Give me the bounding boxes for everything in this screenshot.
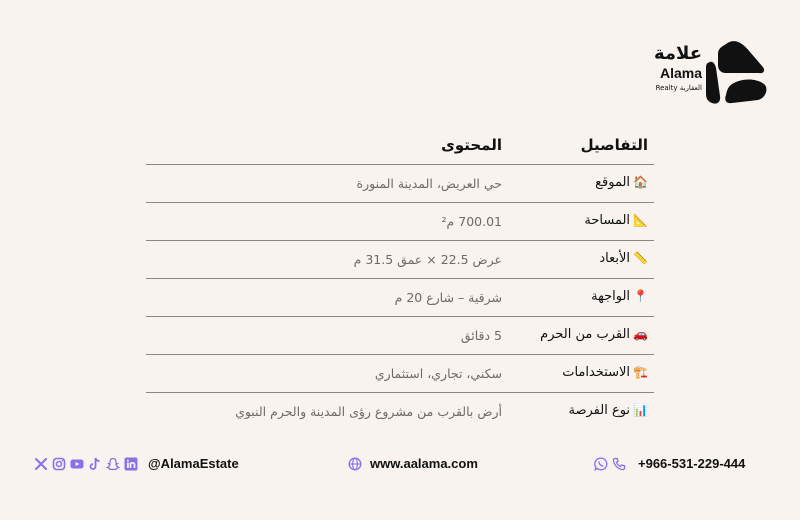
phone-contact[interactable] (594, 456, 745, 471)
row-label (584, 213, 648, 228)
table-header (146, 130, 654, 165)
whatsapp-icon[interactable] (594, 457, 608, 471)
brand-name-en: Alama (659, 65, 702, 81)
row-value: أرض بالقرب من مشروع رؤى المدينة والحرم النبوي (235, 404, 502, 419)
phone-icon[interactable] (612, 457, 626, 471)
row-label-text: المساحة (584, 213, 631, 228)
brand-tagline-ar: العقارية (679, 84, 702, 92)
brand-logo (650, 40, 770, 110)
row-label (599, 251, 648, 266)
row-label (595, 175, 648, 190)
table-row-uses (146, 355, 654, 393)
table-row-frontage (146, 279, 654, 317)
row-label-text: القرب من الحرم (540, 327, 631, 342)
table-row-dimensions (146, 241, 654, 279)
row-label (591, 289, 648, 304)
row-label (568, 403, 648, 418)
row-value: 700.01 م² (441, 214, 502, 229)
row-value: 5 دقائق (460, 328, 502, 343)
car-icon: 🚗 (633, 327, 648, 341)
instagram-icon[interactable] (52, 457, 66, 471)
row-value: عرض 22.5 × عمق 31.5 م (353, 252, 502, 267)
table-row-location (146, 165, 654, 203)
row-value: حي العريض، المدينة المنورة (356, 176, 502, 191)
globe-icon (348, 457, 362, 471)
pin-icon: 📍 (633, 289, 648, 303)
header-details: التفاصيل (580, 136, 648, 154)
social-links (34, 456, 239, 471)
brand-text (650, 44, 702, 94)
triangle-ruler-icon: 📐 (633, 213, 648, 227)
phone-number[interactable]: +966-531-229-444 (638, 456, 746, 471)
row-label-text: نوع الفرصة (568, 403, 631, 418)
building-icon: 🏗️ (633, 365, 648, 379)
ruler-icon: 📏 (633, 251, 648, 265)
chart-icon: 📊 (633, 403, 648, 417)
website-link[interactable] (348, 456, 478, 471)
header-content: المحتوى (441, 136, 502, 154)
brand-name-ar: علامة (653, 43, 702, 64)
website-url[interactable]: www.aalama.com (370, 456, 478, 471)
table-row-opportunity (146, 393, 654, 430)
snapchat-icon[interactable] (106, 457, 120, 471)
row-label-text: الواجهة (591, 289, 631, 304)
property-details-table (146, 130, 654, 430)
brand-tagline (650, 82, 702, 94)
row-label-text: الأبعاد (599, 251, 631, 266)
logo-mark-icon (704, 40, 768, 106)
row-value: شرقية – شارع 20 م (394, 290, 502, 305)
row-label-text: الاستخدامات (562, 365, 631, 380)
footer-contact-bar (0, 456, 800, 476)
row-label (562, 365, 648, 380)
tiktok-icon[interactable] (88, 457, 102, 471)
linkedin-icon[interactable] (124, 457, 138, 471)
table-row-area (146, 203, 654, 241)
house-icon: 🏠 (633, 175, 648, 189)
youtube-icon[interactable] (70, 457, 84, 471)
row-label-text: الموقع (595, 175, 631, 190)
x-twitter-icon[interactable] (34, 457, 48, 471)
social-handle[interactable]: @AlamaEstate (148, 456, 239, 471)
brand-tagline-en: Realty (655, 84, 678, 92)
table-row-proximity (146, 317, 654, 355)
row-label (540, 327, 648, 342)
row-value: سكني، تجاري، استثماري (374, 366, 502, 381)
